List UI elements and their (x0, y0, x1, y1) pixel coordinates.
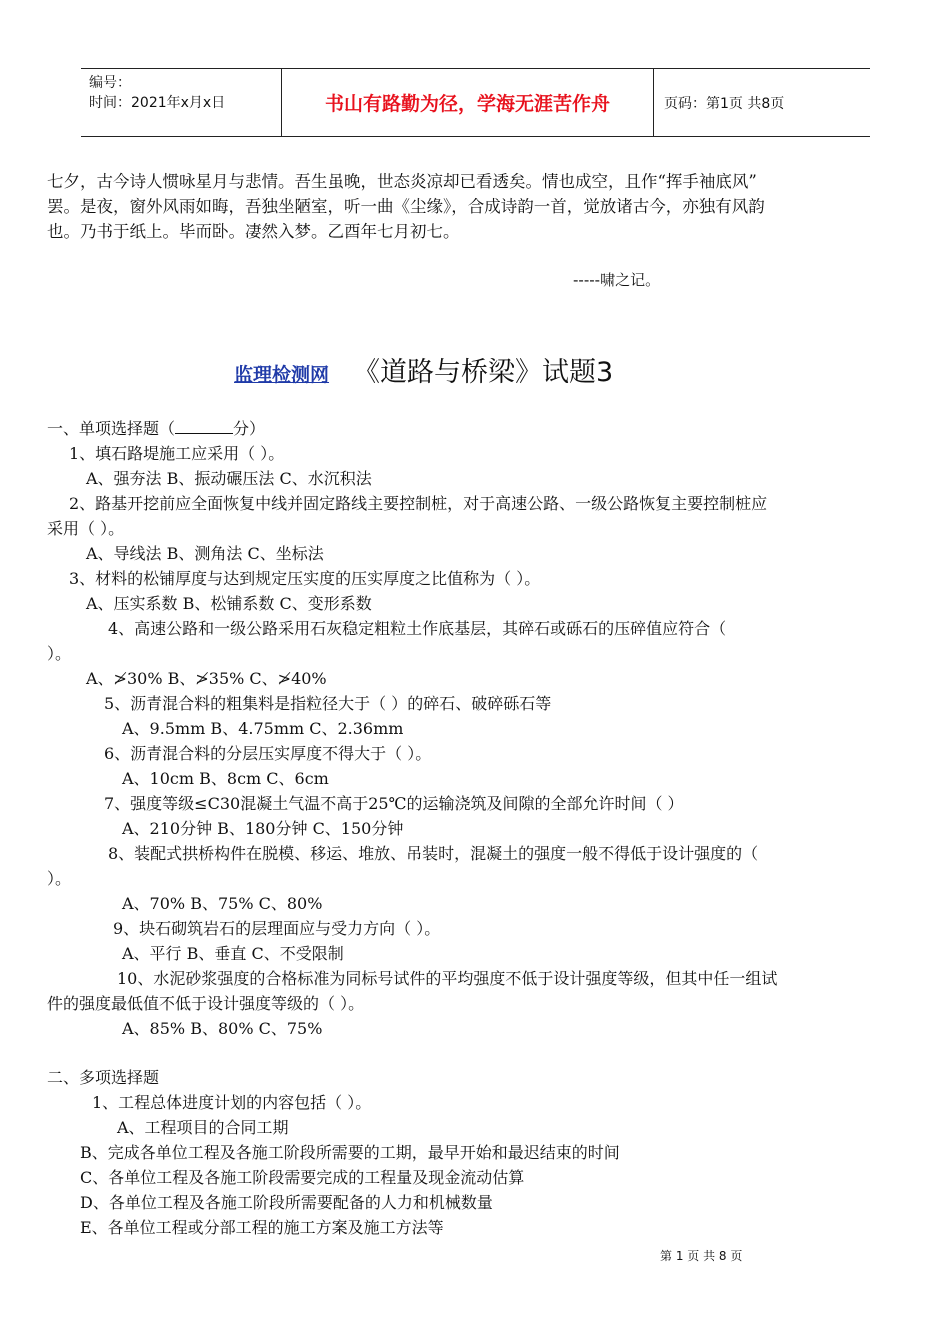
question-line: 10、水泥砂浆强度的合格标准为同标号试件的平均强度不低于设计强度等级，但其中任一组试 (117, 969, 778, 988)
header-page-info: 页码：第1页 共8页 (664, 95, 785, 112)
header-table (81, 68, 870, 137)
header-meta-cell (81, 69, 282, 136)
option-line: E、各单位工程或分部工程的施工方案及施工方法等 (80, 1218, 444, 1237)
option-line: A、85% B、80% C、75% (122, 1019, 323, 1038)
question-line: 件的强度最低值不低于设计强度等级的（ ）。 (47, 994, 365, 1013)
question-line: 2、路基开挖前应全面恢复中线并固定路线主要控制桩，对于高速公路、一级公路恢复主要控制桩应 (69, 494, 768, 513)
preface-line: 罢。是夜，窗外风雨如晦，吾独坐陋室，听一曲《尘缘》，合成诗韵一首，觉放诸古今，亦独有风韵 (47, 197, 765, 216)
option-line: A、强夯法 B、振动碾压法 C、水沉积法 (86, 469, 372, 488)
number-label: 编号： (89, 75, 131, 91)
question-line: ）。 (47, 644, 72, 663)
question-line: 1、工程总体进度计划的内容包括（ ）。 (92, 1093, 372, 1112)
document-title (234, 350, 613, 389)
option-line: A、70% B、75% C、80% (122, 894, 323, 913)
section1-heading-suffix: 分） (233, 419, 266, 438)
section1-heading-prefix: 一、单项选择题（ (47, 419, 176, 438)
question-line: ）。 (47, 869, 72, 888)
question-line: 5、沥青混合料的粗集料是指粒径大于（ ）的碎石、破碎砾石等 (104, 694, 552, 713)
option-line: D、各单位工程及各施工阶段所需要配备的人力和机械数量 (80, 1193, 493, 1212)
question-line: 9、块石砌筑岩石的层理面应与受力方向（ ）。 (113, 919, 441, 938)
option-line: A、≯30% B、≯35% C、≯40% (86, 669, 327, 688)
section1-heading (47, 418, 265, 440)
score-blank (175, 419, 233, 434)
preface-line: 七夕，古今诗人惯咏星月与悲情。吾生虽晚，世态炎凉却已看透矣。情也成空，且作“挥手袖底风” (47, 172, 757, 191)
question-line: 3、材料的松铺厚度与达到规定压实度的压实厚度之比值称为（ ）。 (69, 569, 541, 588)
question-line: 采用（ ）。 (47, 519, 125, 538)
question-line: 7、强度等级≤C30混凝土气温不高于25℃的运输浇筑及间隙的全部允许时间（ ） (104, 794, 684, 813)
question-line: 4、高速公路和一级公路采用石灰稳定粗粒土作底基层，其碎石或砾石的压碎值应符合（ (108, 619, 727, 638)
option-line: A、工程项目的合同工期 (117, 1118, 289, 1137)
title-link[interactable]: 监理检测网 (234, 364, 330, 386)
option-line: B、完成各单位工程及各施工阶段所需要的工期，最早开始和最迟结束的时间 (80, 1143, 620, 1162)
option-line: A、210分钟 B、180分钟 C、150分钟 (122, 819, 404, 838)
option-line: C、各单位工程及各施工阶段需要完成的工程量及现金流动估算 (80, 1168, 525, 1187)
option-line: A、导线法 B、测角法 C、坐标法 (86, 544, 324, 563)
time-label: 时间：2021年x月x日 (89, 95, 226, 111)
option-line: A、平行 B、垂直 C、不受限制 (122, 944, 344, 963)
question-line: 8、装配式拱桥构件在脱模、移运、堆放、吊装时，混凝土的强度一般不得低于设计强度的（ (108, 844, 759, 863)
option-line: A、压实系数 B、松铺系数 C、变形系数 (86, 594, 372, 613)
preface-signature: -----啸之记。 (573, 271, 661, 289)
header-slogan: 书山有路勤为径，学海无涯苦作舟 (282, 69, 654, 136)
option-line: A、10cm B、8cm C、6cm (122, 769, 329, 788)
title-main: 《道路与桥梁》试题3 (353, 357, 614, 388)
preface-line: 也。乃书于纸上。毕而卧。凄然入梦。乙酉年七月初七。 (47, 222, 460, 241)
section2-heading: 二、多项选择题 (47, 1068, 160, 1087)
page-footer: 第 1 页 共 8 页 (660, 1249, 743, 1263)
option-line: A、9.5mm B、4.75mm C、2.36mm (122, 719, 404, 738)
question-line: 1、填石路堤施工应采用（ ）。 (69, 444, 285, 463)
question-line: 6、沥青混合料的分层压实厚度不得大于（ ）。 (104, 744, 432, 763)
